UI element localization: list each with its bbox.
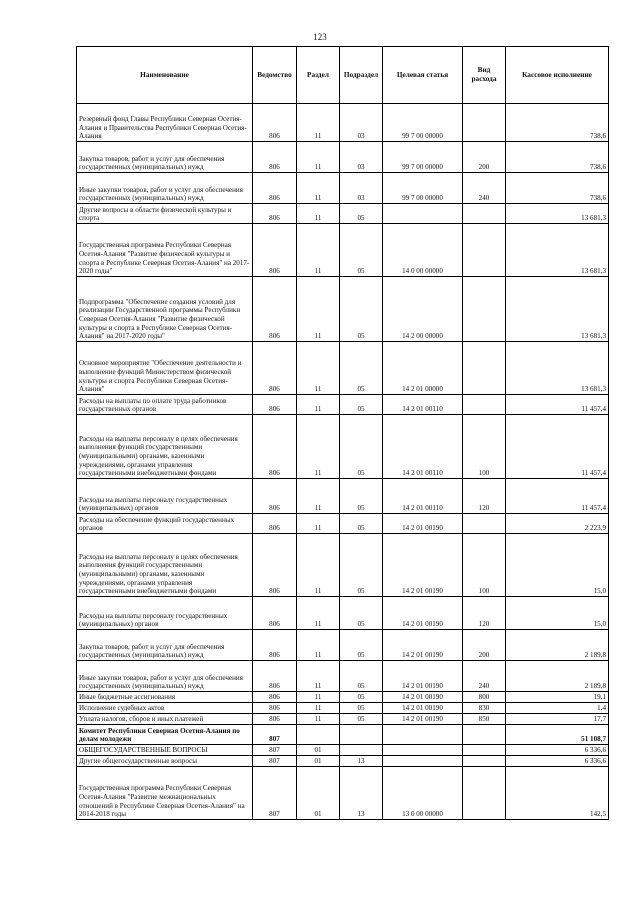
row-article: 99 7 00 00000	[383, 173, 463, 204]
row-article: 14 2 01 00190	[383, 514, 463, 534]
row-name: Расходы на выплаты персоналу в целях обеспечения выполнения функций государственными (муниципальными) органами, казенными учреждениями, органами управления государственными внебюджетными фондами	[77, 415, 253, 479]
row-amount: 738,6	[506, 173, 609, 204]
row-dept: 806	[253, 479, 297, 514]
row-amount: 19,1	[506, 692, 609, 703]
row-amount: 2 189,8	[506, 661, 609, 692]
row-article: 14 2 01 00110	[383, 395, 463, 415]
row-amount: 2 223,9	[506, 514, 609, 534]
row-name: Закупка товаров, работ и услуг для обеспечения государственных (муниципальных) нужд	[77, 630, 253, 661]
row-dept: 806	[253, 277, 297, 342]
row-dept: 806	[253, 714, 297, 725]
row-name: Государственная программа Республики Северная Осетия-Алания "Развитие межнациональных отношений в Республике Северная Осетия-Алания" на 2014-2018 годы	[77, 767, 253, 820]
row-dept: 806	[253, 415, 297, 479]
table-row	[77, 597, 609, 630]
row-article: 14 2 01 00110	[383, 479, 463, 514]
row-subsection: 05	[340, 395, 383, 415]
row-subsection: 05	[340, 597, 383, 630]
row-expense-type	[463, 277, 506, 342]
row-section: 11	[297, 661, 340, 692]
row-article: 14 2 01 00190	[383, 534, 463, 597]
table-row	[77, 104, 609, 142]
row-subsection: 03	[340, 173, 383, 204]
row-section: 11	[297, 277, 340, 342]
row-dept: 806	[253, 204, 297, 224]
row-name: Иные закупки товаров, работ и услуг для обеспечения государственных (муниципальных) нужд	[77, 173, 253, 204]
row-section: 11	[297, 514, 340, 534]
row-dept: 806	[253, 661, 297, 692]
row-article: 14 2 01 00190	[383, 597, 463, 630]
row-name: Исполнение судебных актов	[77, 703, 253, 714]
row-article: 99 7 00 00000	[383, 104, 463, 142]
row-expense-type: 830	[463, 703, 506, 714]
row-name: Иные бюджетные ассигнования	[77, 692, 253, 703]
row-subsection: 05	[340, 415, 383, 479]
row-section: 11	[297, 224, 340, 277]
table-row	[77, 514, 609, 534]
row-expense-type	[463, 342, 506, 395]
row-amount: 51 108,7	[506, 725, 609, 745]
row-expense-type	[463, 224, 506, 277]
row-article: 14 2 01 00110	[383, 415, 463, 479]
table-row	[77, 725, 609, 745]
row-name: Комитет Республики Северная Осетия-Алания по делам молодежи	[77, 725, 253, 745]
row-subsection: 05	[340, 479, 383, 514]
row-expense-type: 100	[463, 534, 506, 597]
row-subsection: 05	[340, 277, 383, 342]
row-expense-type	[463, 756, 506, 767]
table-body	[77, 104, 609, 820]
row-subsection: 05	[340, 630, 383, 661]
row-amount: 13 681,3	[506, 204, 609, 224]
table-row	[77, 224, 609, 277]
header-name: Наименование	[77, 47, 253, 104]
table-row	[77, 661, 609, 692]
row-dept: 806	[253, 630, 297, 661]
row-name: Расходы на выплаты персоналу в целях обеспечения выполнения функций государственными (муниципальными) органами, казенными учреждениями, органами управления государственными внебюджетными фондами	[77, 534, 253, 597]
row-expense-type: 200	[463, 630, 506, 661]
row-subsection: 13	[340, 767, 383, 820]
row-section: 11	[297, 142, 340, 173]
row-amount: 11 457,4	[506, 415, 609, 479]
row-expense-type: 200	[463, 142, 506, 173]
row-dept: 806	[253, 173, 297, 204]
row-section: 11	[297, 703, 340, 714]
row-section: 11	[297, 173, 340, 204]
table-row	[77, 342, 609, 395]
table-row	[77, 767, 609, 820]
row-article: 14 2 01 00190	[383, 692, 463, 703]
row-amount: 2 189,8	[506, 630, 609, 661]
row-expense-type: 240	[463, 173, 506, 204]
row-subsection: 05	[340, 224, 383, 277]
row-dept: 806	[253, 597, 297, 630]
row-name: Основное мероприятие "Обеспечение деятельности и выполнение функций Министерством физической культуры и спорта Республики Северная Осетия-Алания"	[77, 342, 253, 395]
row-name: Подпрограмма "Обеспечение создания условий для реализации Государственной программы Республики Северная Осетия-Алания "Развитие физической культуры и спорта в Республике Северная Осетия-Алания" на 2017-2020 годы"	[77, 277, 253, 342]
row-dept: 806	[253, 224, 297, 277]
row-expense-type: 120	[463, 597, 506, 630]
row-amount: 13 681,3	[506, 277, 609, 342]
row-name: Закупка товаров, работ и услуг для обеспечения государственных (муниципальных) нужд	[77, 142, 253, 173]
header-dept: Ведомство	[253, 47, 297, 104]
row-expense-type: 100	[463, 415, 506, 479]
row-subsection: 05	[340, 204, 383, 224]
row-subsection: 13	[340, 756, 383, 767]
row-article: 14 2 01 00190	[383, 630, 463, 661]
table-row	[77, 703, 609, 714]
row-article: 14 2 01 00190	[383, 703, 463, 714]
row-expense-type: 800	[463, 692, 506, 703]
table-row	[77, 745, 609, 756]
table-row	[77, 415, 609, 479]
row-amount: 15,0	[506, 534, 609, 597]
row-subsection: 03	[340, 142, 383, 173]
row-article: 14 0 00 00000	[383, 224, 463, 277]
table-row	[77, 479, 609, 514]
header-subsection: Подраздел	[340, 47, 383, 104]
row-subsection: 05	[340, 514, 383, 534]
row-subsection: 05	[340, 342, 383, 395]
row-article: 14 2 01 00190	[383, 661, 463, 692]
table-row	[77, 277, 609, 342]
header-expense-type: Вид расхода	[463, 47, 506, 104]
row-article	[383, 204, 463, 224]
row-dept: 806	[253, 534, 297, 597]
page-number: 123	[313, 32, 327, 42]
row-dept: 806	[253, 104, 297, 142]
row-amount: 17,7	[506, 714, 609, 725]
row-expense-type	[463, 745, 506, 756]
row-subsection: 05	[340, 692, 383, 703]
row-dept: 807	[253, 745, 297, 756]
row-article	[383, 725, 463, 745]
row-dept: 806	[253, 692, 297, 703]
row-section: 11	[297, 342, 340, 395]
row-subsection: 05	[340, 703, 383, 714]
row-expense-type	[463, 204, 506, 224]
table-row	[77, 395, 609, 415]
row-expense-type	[463, 104, 506, 142]
row-expense-type	[463, 725, 506, 745]
row-name: Иные закупки товаров, работ и услуг для обеспечения государственных (муниципальных) нужд	[77, 661, 253, 692]
row-article	[383, 745, 463, 756]
row-section: 11	[297, 630, 340, 661]
row-amount: 1,4	[506, 703, 609, 714]
row-section: 11	[297, 597, 340, 630]
row-name: Другие вопросы в области физической культуры и спорта	[77, 204, 253, 224]
row-section: 11	[297, 479, 340, 514]
header-article: Целевая статья	[383, 47, 463, 104]
row-section: 11	[297, 692, 340, 703]
row-section: 11	[297, 395, 340, 415]
row-subsection	[340, 745, 383, 756]
row-dept: 806	[253, 703, 297, 714]
row-section: 01	[297, 745, 340, 756]
row-dept: 807	[253, 767, 297, 820]
header-section: Раздел	[297, 47, 340, 104]
row-amount: 738,6	[506, 142, 609, 173]
row-amount: 6 336,6	[506, 745, 609, 756]
row-dept: 807	[253, 725, 297, 745]
row-section: 11	[297, 534, 340, 597]
table-header-row	[77, 47, 609, 104]
row-article: 14 2 01 00190	[383, 714, 463, 725]
row-subsection: 05	[340, 714, 383, 725]
row-name: Резервный фонд Главы Республики Северная Осетия-Алания и Правительства Республики Северная Осетия-Алания	[77, 104, 253, 142]
row-name: Расходы на обеспечение функций государственных органов	[77, 514, 253, 534]
table-row	[77, 142, 609, 173]
row-amount: 15,0	[506, 597, 609, 630]
row-dept: 806	[253, 395, 297, 415]
table-row	[77, 204, 609, 224]
row-section: 11	[297, 415, 340, 479]
budget-execution-table	[76, 46, 609, 820]
row-name: Государственная программа Республики Северная Осетия-Алания "Развитие физической культуры и спорта в Республике Северная Осетия-Алания" на 2017-2020 годы"	[77, 224, 253, 277]
row-expense-type	[463, 514, 506, 534]
row-dept: 807	[253, 756, 297, 767]
row-subsection	[340, 725, 383, 745]
row-section: 11	[297, 714, 340, 725]
row-name: Расходы на выплаты персоналу государственных (муниципальных) органов	[77, 479, 253, 514]
row-amount: 11 457,4	[506, 395, 609, 415]
row-dept: 806	[253, 514, 297, 534]
row-name: Расходы на выплаты персоналу государственных (муниципальных) органов	[77, 597, 253, 630]
row-article: 14 2 01 00000	[383, 342, 463, 395]
row-amount: 13 681,3	[506, 342, 609, 395]
row-amount: 11 457,4	[506, 479, 609, 514]
row-article: 14 2 00 00000	[383, 277, 463, 342]
row-dept: 806	[253, 342, 297, 395]
row-article	[383, 756, 463, 767]
row-expense-type: 120	[463, 479, 506, 514]
row-article: 13 0 00 00000	[383, 767, 463, 820]
row-amount: 6 336,6	[506, 756, 609, 767]
row-name: ОБЩЕГОСУДАРСТВЕННЫЕ ВОПРОСЫ	[77, 745, 253, 756]
row-name: Расходы на выплаты по оплате труда работников государственных органов	[77, 395, 253, 415]
table-row	[77, 714, 609, 725]
table-row	[77, 534, 609, 597]
row-expense-type: 240	[463, 661, 506, 692]
row-section	[297, 725, 340, 745]
row-amount: 13 681,3	[506, 224, 609, 277]
row-section: 11	[297, 204, 340, 224]
header-amount: Кассовое исполнение	[506, 47, 609, 104]
row-subsection: 05	[340, 534, 383, 597]
table-row	[77, 756, 609, 767]
row-dept: 806	[253, 142, 297, 173]
row-article: 99 7 00 00000	[383, 142, 463, 173]
row-subsection: 05	[340, 661, 383, 692]
row-expense-type	[463, 767, 506, 820]
row-subsection: 03	[340, 104, 383, 142]
row-section: 01	[297, 756, 340, 767]
row-amount: 142,5	[506, 767, 609, 820]
row-section: 01	[297, 767, 340, 820]
row-expense-type: 850	[463, 714, 506, 725]
row-name: Уплата налогов, сборов и иных платежей	[77, 714, 253, 725]
row-section: 11	[297, 104, 340, 142]
table-row	[77, 630, 609, 661]
row-amount: 738,6	[506, 104, 609, 142]
row-name: Другие общегосударственные вопросы	[77, 756, 253, 767]
table-row	[77, 692, 609, 703]
row-expense-type	[463, 395, 506, 415]
table-row	[77, 173, 609, 204]
